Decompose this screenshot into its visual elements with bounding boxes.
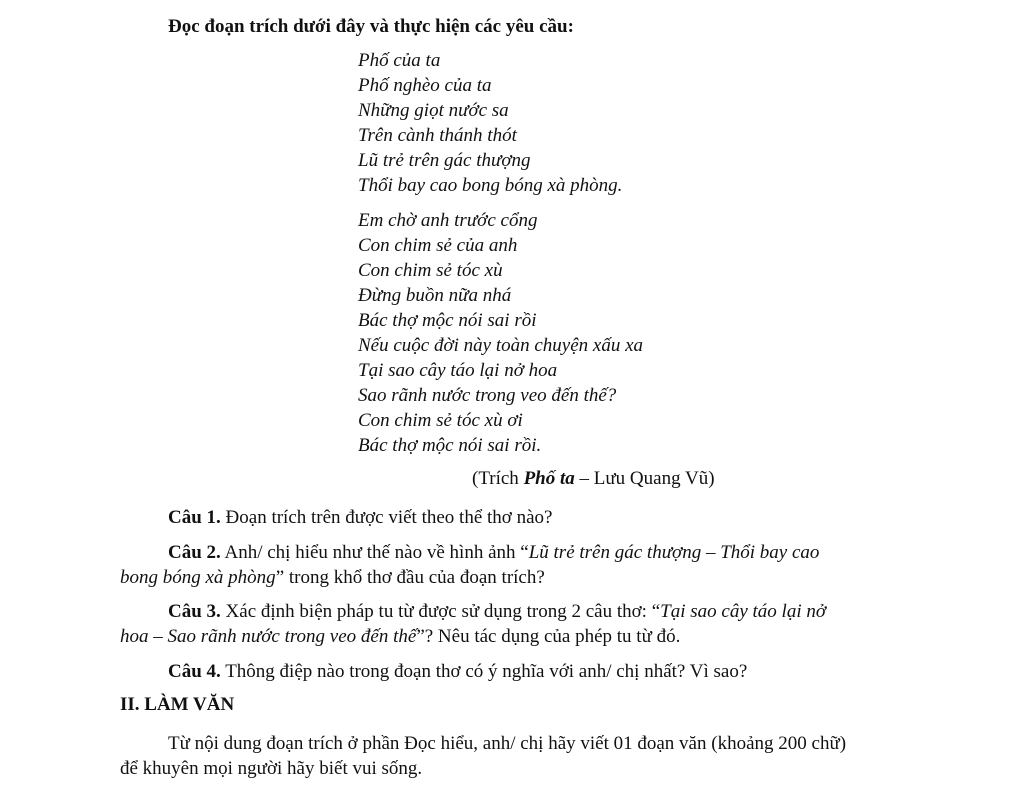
question-2-text-after: ” trong khổ thơ đầu của đoạn trích? xyxy=(275,567,545,588)
reading-instruction: Đọc đoạn trích dưới đây và thực hiện các yêu cầu: xyxy=(168,16,574,37)
poem-line: Đừng buồn nữa nhá xyxy=(358,285,512,306)
question-4-text: Thông điệp nào trong đoạn thơ có ý nghĩa với anh/ chị nhất? Vì sao? xyxy=(220,661,748,682)
poem-line: Trên cành thánh thót xyxy=(358,125,517,146)
poem-line: Con chim sẻ tóc xù ơi xyxy=(358,410,523,431)
question-2 xyxy=(120,540,952,590)
poem-line: Nếu cuộc đời này toàn chuyện xấu xa xyxy=(358,335,644,356)
essay-prompt-line-1: Từ nội dung đoạn trích ở phần Đọc hiểu, anh/ chị hãy viết 01 đoạn văn (khoảng 200 chữ) xyxy=(168,733,847,754)
question-1 xyxy=(120,505,952,530)
question-3-quote-2: hoa – Sao rãnh nước trong veo đến thế xyxy=(120,626,417,647)
poem-line: Em chờ anh trước cổng xyxy=(358,210,538,231)
question-3-text-before: Xác định biện pháp tu từ được sử dụng trong 2 câu thơ: “ xyxy=(220,601,661,622)
poem-line: Bác thợ mộc nói sai rồi xyxy=(358,310,537,331)
question-3-quote-1: Tại sao cây táo lại nở xyxy=(660,601,826,622)
question-2-quote-2: bong bóng xà phòng xyxy=(120,567,276,588)
essay-prompt-line-2: để khuyên mọi người hãy biết vui sống. xyxy=(120,758,423,779)
poem-line: Phố nghèo của ta xyxy=(358,75,492,96)
question-3-label: Câu 3. xyxy=(168,601,221,622)
question-4-label: Câu 4. xyxy=(168,661,221,682)
poem-line: Phố của ta xyxy=(358,50,441,71)
poem-line: Thổi bay cao bong bóng xà phòng. xyxy=(358,175,623,196)
question-1-text: Đoạn trích trên được viết theo thể thơ nào? xyxy=(220,507,553,528)
poem-line: Tại sao cây táo lại nở hoa xyxy=(358,360,558,381)
essay-prompt xyxy=(120,731,952,781)
question-2-quote-1: Lũ trẻ trên gác thượng – Thổi bay cao xyxy=(528,542,820,563)
question-3-text-after: ”? Nêu tác dụng của phép tu từ đó. xyxy=(416,626,681,647)
poem-line: Sao rãnh nước trong veo đến thế? xyxy=(358,385,617,406)
question-2-text-before: Anh/ chị hiểu như thế nào về hình ảnh “ xyxy=(220,542,529,563)
poem-line: Con chim sẻ của anh xyxy=(358,235,518,256)
poem-line: Con chim sẻ tóc xù xyxy=(358,260,503,281)
source-title: Phố ta xyxy=(523,468,575,489)
question-3 xyxy=(120,599,952,649)
question-2-label: Câu 2. xyxy=(168,542,221,563)
poem-stanza-1 xyxy=(358,48,622,198)
question-1-label: Câu 1. xyxy=(168,507,221,528)
source-suffix: – Lưu Quang Vũ) xyxy=(574,468,715,489)
poem-stanza-2 xyxy=(358,208,643,458)
poem-line: Bác thợ mộc nói sai rồi. xyxy=(358,435,542,456)
source-prefix: (Trích xyxy=(472,468,524,489)
poem-line: Lũ trẻ trên gác thượng xyxy=(358,150,531,171)
question-4 xyxy=(120,659,952,684)
section-heading-writing: II. LÀM VĂN xyxy=(120,694,235,715)
poem-line: Những giọt nước sa xyxy=(358,100,509,121)
poem-source-citation xyxy=(472,468,715,490)
